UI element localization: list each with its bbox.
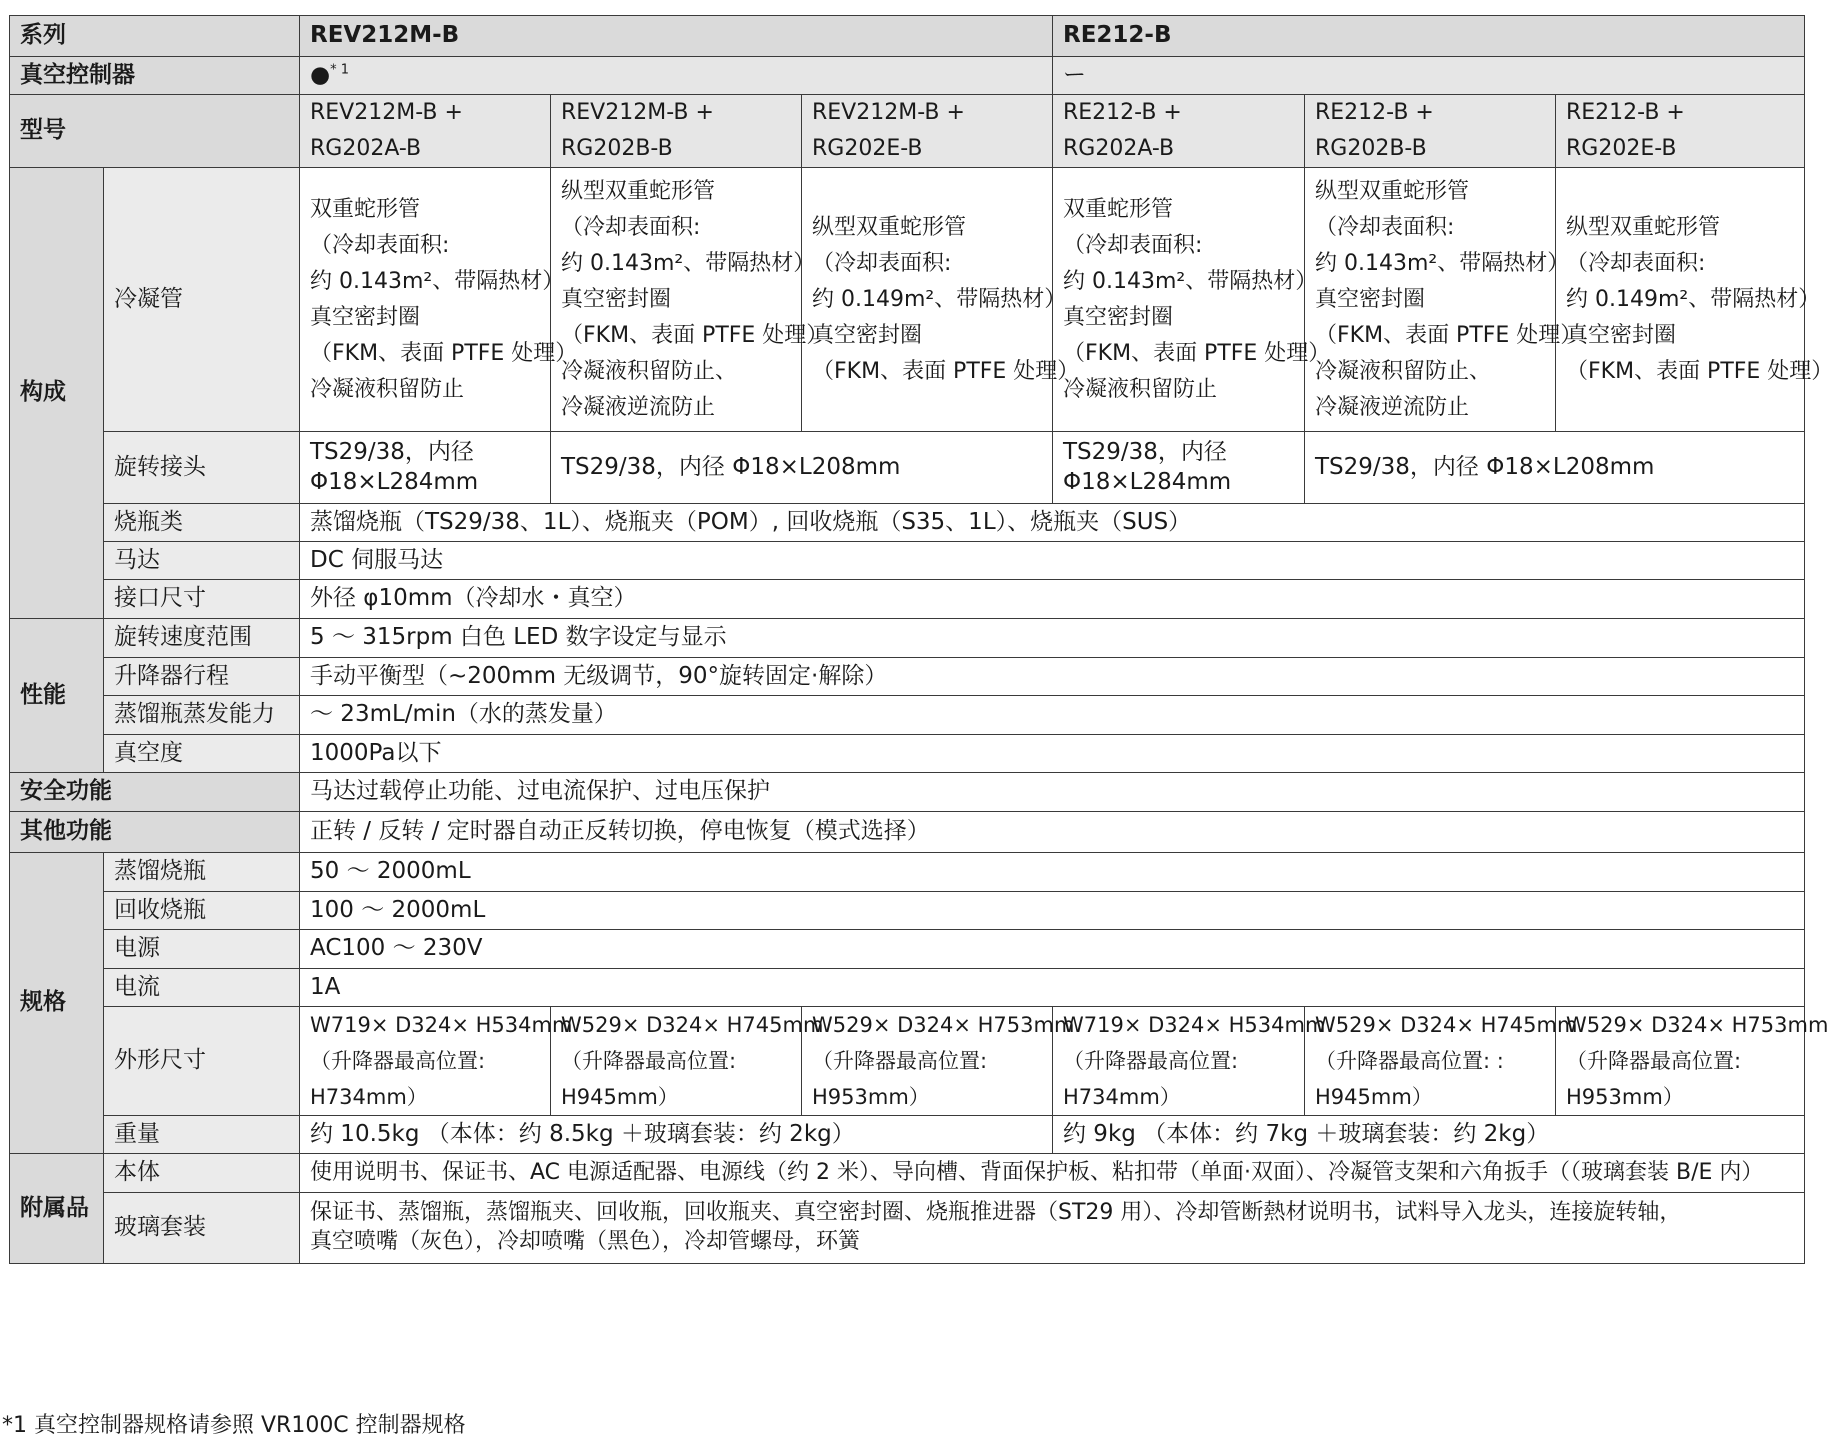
distill-value: 50 ～ 2000mL (300, 853, 1805, 892)
dims-5: W529× D324× H745mm （升降器最高位置: : H945mm） (1305, 1007, 1556, 1116)
evap-label: 蒸馏瓶蒸发能力 (104, 696, 300, 735)
model-6: RE212-B + RG202E-B (1556, 95, 1805, 168)
series-a: REV212M-B (300, 16, 1053, 57)
row-vacuum (10, 735, 1805, 773)
row-model (10, 95, 1805, 168)
spec-table (9, 15, 1833, 1264)
vacuum-label: 真空度 (104, 735, 300, 773)
condenser-2: 纵型双重蛇形管 （冷却表面积: 约 0.143m²、带隔热材） 真空密封圈 （FKM、表面 PTFE 处理） 冷凝液积留防止、 冷凝液逆流防止 (551, 168, 802, 432)
current-value: 1A (300, 969, 1805, 1007)
controller-a (300, 57, 1053, 95)
joint-a1: TS29/38，内径 Φ18×L284mm (300, 432, 551, 504)
port-value: 外径 φ10mm（冷却水・真空） (300, 580, 1805, 619)
dims-6: W529× D324× H753mm （升降器最高位置: H953mm） (1556, 1007, 1805, 1116)
dims-1: W719× D324× H534mm （升降器最高位置: H734mm） (300, 1007, 551, 1116)
joint-a2: TS29/38，内径 Φ18×L208mm (551, 432, 1053, 504)
power-label: 电源 (104, 930, 300, 969)
row-evap (10, 696, 1805, 735)
acc-body-value: 使用说明书、保证书、AC 电源适配器、电源线（约 2 米）、导向槽、背面保护板、粘扣带（单面·双面）、冷凝管支架和六角扳手（（玻璃套装 B/E 内） (300, 1154, 1805, 1193)
row-acc-glass (10, 1193, 1805, 1264)
lift-label: 升降器行程 (104, 658, 300, 696)
construction-label: 构成 (10, 168, 104, 619)
dims-3: W529× D324× H753mm （升降器最高位置: H953mm） (802, 1007, 1053, 1116)
dims-label: 外形尺寸 (104, 1007, 300, 1116)
accessories-label: 附属品 (10, 1154, 104, 1264)
row-acc-body (10, 1154, 1805, 1193)
acc-body-label: 本体 (104, 1154, 300, 1193)
acc-glass-label: 玻璃套装 (104, 1193, 300, 1264)
safety-value: 马达过载停止功能、过电流保护、过电压保护 (300, 773, 1805, 812)
model-5: RE212-B + RG202B-B (1305, 95, 1556, 168)
row-port (10, 580, 1805, 619)
current-label: 电流 (104, 969, 300, 1007)
condenser-label: 冷凝管 (104, 168, 300, 432)
row-series (10, 16, 1805, 57)
safety-label: 安全功能 (10, 773, 300, 812)
weight-label: 重量 (104, 1116, 300, 1154)
row-recovery (10, 892, 1805, 930)
row-condenser (10, 168, 1805, 432)
row-weight (10, 1116, 1805, 1154)
row-motor (10, 542, 1805, 580)
speed-label: 旋转速度范围 (104, 619, 300, 658)
speed-value: 5 ～ 315rpm 白色 LED 数字设定与显示 (300, 619, 1805, 658)
row-joint (10, 432, 1805, 504)
performance-label: 性能 (10, 619, 104, 773)
other-label: 其他功能 (10, 812, 300, 853)
row-lift (10, 658, 1805, 696)
recovery-label: 回收烧瓶 (104, 892, 300, 930)
dims-4: W719× D324× H534mm （升降器最高位置: H734mm） (1053, 1007, 1305, 1116)
lift-value: 手动平衡型（~200mm 无级调节，90°旋转固定·解除） (300, 658, 1805, 696)
row-flask (10, 504, 1805, 542)
series-b: RE212-B (1053, 16, 1805, 57)
row-safety (10, 773, 1805, 812)
recovery-value: 100 ～ 2000mL (300, 892, 1805, 930)
row-power (10, 930, 1805, 969)
motor-value: DC 伺服马达 (300, 542, 1805, 580)
joint-label: 旋转接头 (104, 432, 300, 504)
motor-label: 马达 (104, 542, 300, 580)
joint-b1: TS29/38，内径 Φ18×L284mm (1053, 432, 1305, 504)
controller-footnote-ref: * 1 (330, 61, 349, 77)
power-value: AC100 ～ 230V (300, 930, 1805, 969)
model-2: REV212M-B + RG202B-B (551, 95, 802, 168)
row-dims (10, 1007, 1805, 1116)
controller-label: 真空控制器 (10, 57, 300, 95)
condenser-6: 纵型双重蛇形管 （冷却表面积: 约 0.149m²、带隔热材） 真空密封圈 （FKM、表面 PTFE 处理） (1556, 168, 1805, 432)
model-4: RE212-B + RG202A-B (1053, 95, 1305, 168)
row-speed (10, 619, 1805, 658)
condenser-3: 纵型双重蛇形管 （冷却表面积: 约 0.149m²、带隔热材） 真空密封圈 （FKM、表面 PTFE 处理） (802, 168, 1053, 432)
port-label: 接口尺寸 (104, 580, 300, 619)
row-distill (10, 853, 1805, 892)
dims-2: W529× D324× H745mm （升降器最高位置: H945mm） (551, 1007, 802, 1116)
other-value: 正转 / 反转 / 定时器自动正反转切换，停电恢复（模式选择） (300, 812, 1805, 853)
vacuum-value: 1000Pa以下 (300, 735, 1805, 773)
weight-a: 约 10.5kg （本体：约 8.5kg ＋玻璃套装：约 2kg） (300, 1116, 1053, 1154)
condenser-1: 双重蛇形管 （冷却表面积: 约 0.143m²、带隔热材） 真空密封圈 （FKM、表面 PTFE 处理） 冷凝液积留防止 (300, 168, 551, 432)
flask-value: 蒸馏烧瓶（TS29/38、1L）、烧瓶夹（POM）, 回收烧瓶（S35、1L）、烧瓶夹（SUS） (300, 504, 1805, 542)
row-controller (10, 57, 1805, 95)
model-label: 型号 (10, 95, 300, 168)
model-3: REV212M-B + RG202E-B (802, 95, 1053, 168)
weight-b: 约 9kg （本体：约 7kg ＋玻璃套装：约 2kg） (1053, 1116, 1805, 1154)
evap-value: ～ 23mL/min（水的蒸发量） (300, 696, 1805, 735)
model-1: REV212M-B + RG202A-B (300, 95, 551, 168)
distill-label: 蒸馏烧瓶 (104, 853, 300, 892)
controller-b: ー (1053, 57, 1805, 95)
row-other (10, 812, 1805, 853)
series-label: 系列 (10, 16, 300, 57)
flask-label: 烧瓶类 (104, 504, 300, 542)
condenser-4: 双重蛇形管 （冷却表面积: 约 0.143m²、带隔热材） 真空密封圈 （FKM、表面 PTFE 处理） 冷凝液积留防止 (1053, 168, 1305, 432)
controller-mark: ● (310, 61, 331, 88)
row-current (10, 969, 1805, 1007)
acc-glass-value: 保证书、蒸馏瓶，蒸馏瓶夹、回收瓶，回收瓶夹、真空密封圈、烧瓶推进器（ST29 用）、冷却管断熱材说明书，试料导入龙头，连接旋转轴， 真空喷嘴（灰色），冷却喷嘴（黑色），冷却管螺母，环簧 (300, 1193, 1805, 1264)
specs-label: 规格 (10, 853, 104, 1154)
condenser-5: 纵型双重蛇形管 （冷却表面积: 约 0.143m²、带隔热材） 真空密封圈 （FKM、表面 PTFE 处理） 冷凝液积留防止、 冷凝液逆流防止 (1305, 168, 1556, 432)
joint-b2: TS29/38，内径 Φ18×L208mm (1305, 432, 1805, 504)
footnote: *1 真空控制器规格请参照 VR100C 控制器规格 (2, 1413, 466, 1438)
